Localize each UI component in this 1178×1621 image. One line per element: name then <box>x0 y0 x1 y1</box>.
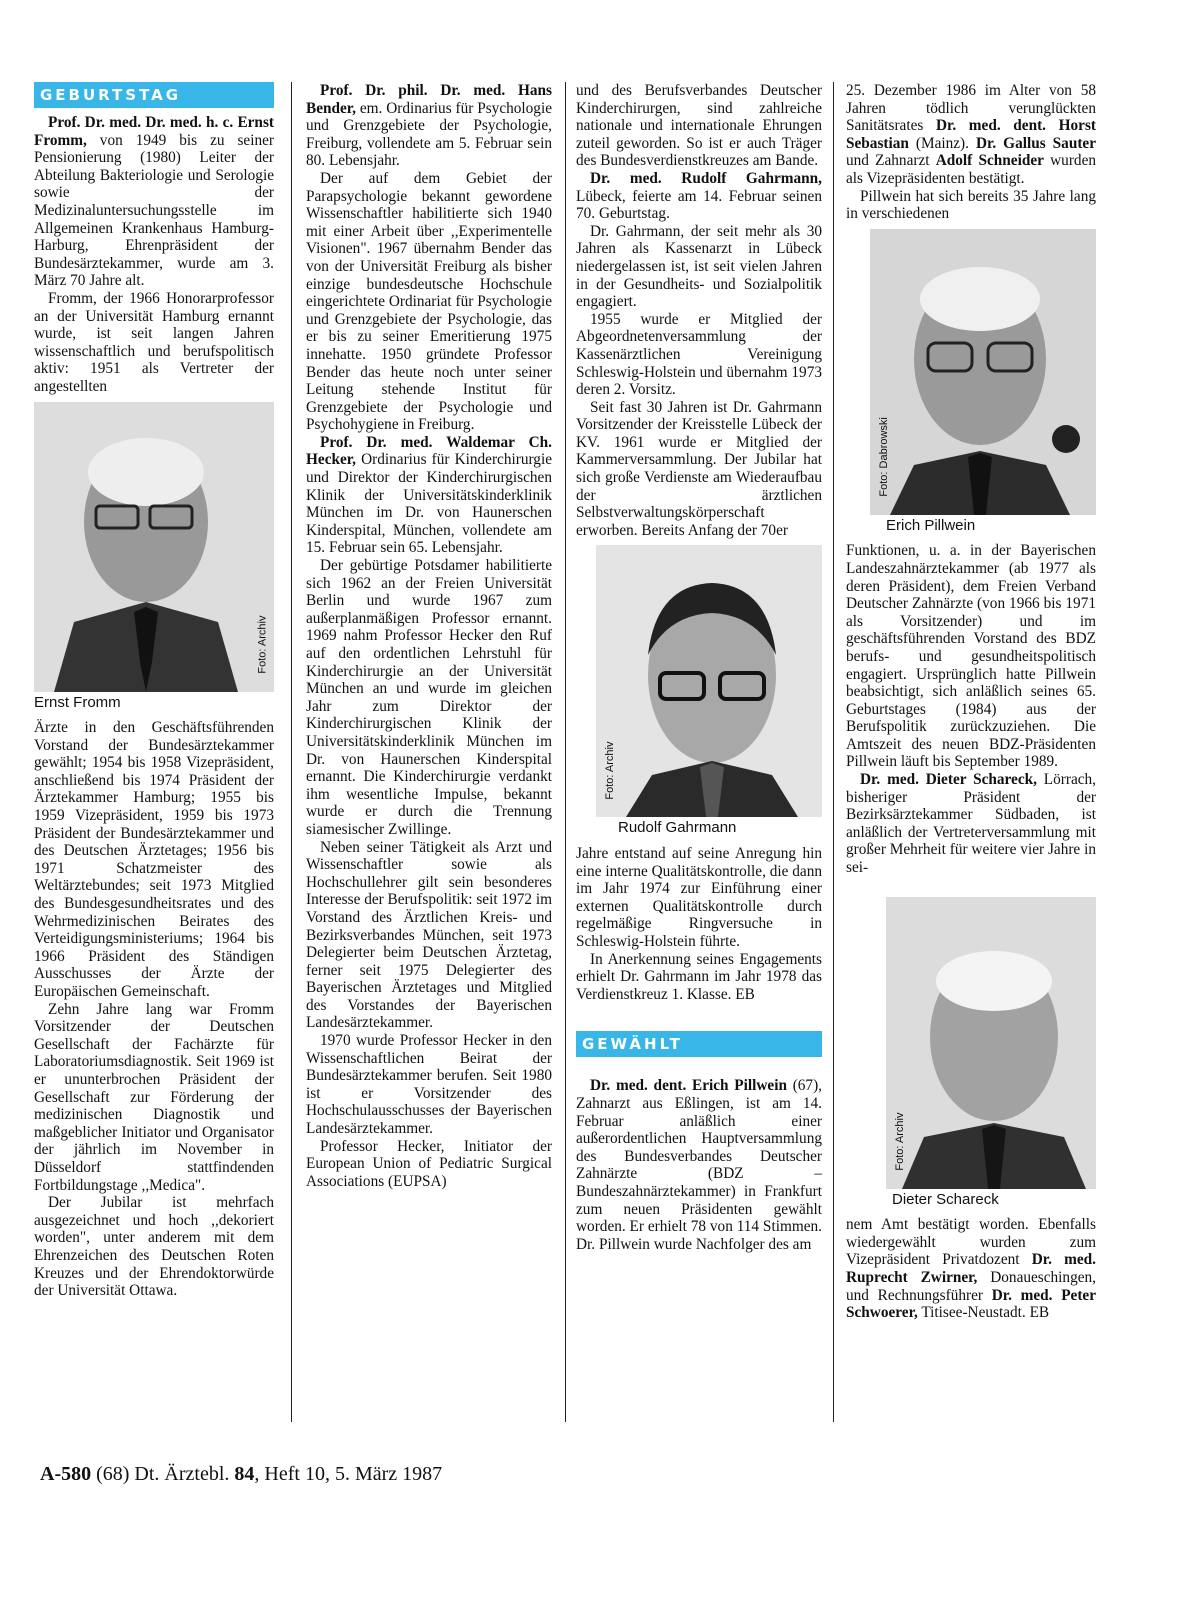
paragraph: Fromm, der 1966 Honorarprofessor an der Universität Hamburg ernannt wurde, ist seit langen Jahren wissenschaftlich und berufspolitisch aktiv: 1951 als Vertreter der angestellten <box>34 289 274 395</box>
article-bender-intro: Prof. Dr. phil. Dr. med. Hans Bender, em. Ordinarius für Psychologie und Grenzgebiete der Psychologie, Freiburg, vollendete am 5. Februar sein 80. Lebensjahr. <box>306 82 552 170</box>
paragraph: Jahre entstand auf seine Anregung hin eine interne Qualitätskontrolle, die dann im Jahr 1974 zur Einführung einer externen Qualitätskontrolle durch regelmäßige Ringversuche in Schleswig-Holstein führte. <box>576 845 822 950</box>
photo-caption: Dieter Schareck <box>892 1190 999 1208</box>
person-name: Dr. med. dent. Erich Pillwein <box>590 1077 787 1095</box>
page-number: A-580 <box>40 1463 92 1485</box>
column-4 <box>846 82 1096 1322</box>
paragraph: Funktionen, u. a. in der Bayerischen Landeszahnärztekammer (ab 1977 als deren Präsident), dem Freien Verband Deutscher Zahnärzte (von 1966 bis 1971 als Vorsitzender) und im geschäftsführenden Vorstand des BDZ berufs- und gesundheitspolitisch engagiert. Ursprünglich hatte Pillwein beabsichtigt, sich anläßlich seines 65. Geburtstages (1984) aus der Berufspolitik zurückzuziehen. Die Amtszeit des neuen BDZ-Präsidenten Pillwein läuft bis September 1989. <box>846 542 1096 771</box>
paragraph: Pillwein hat sich bereits 35 Jahre lang in verschiedenen <box>846 187 1096 223</box>
issue-info: (68) Dt. Ärztebl. <box>91 1463 235 1485</box>
photo-credit: Foto: Archiv <box>256 615 269 674</box>
paragraph: Neben seiner Tätigkeit als Arzt und Wissenschaftler sowie als Hochschullehrer gilt sein besonderes Interesse der Berufspolitik: seit 1972 im Vorstand des Ärztlichen Kreis- und Bezirksverbandes München, seit 1973 Delegierter beim Deutschen Ärztetag, ferner seit 1975 Delegierter des Bayerischen Ärztetages und Mitglied des Vorstandes der Bayerischen Landesärztekammer. <box>306 838 552 1032</box>
photo-caption: Erich Pillwein <box>886 516 976 534</box>
paragraph: 1955 wurde er Mitglied der Abgeordnetenversammlung der Kassenärztlichen Vereinigung Schleswig-Holstein und übernahm 1973 deren 2. Vorsitz. <box>576 310 822 399</box>
paragraph: Der gebürtige Potsdamer habilitierte sich 1962 an der Freien Universität Berlin und wurde 1967 zum außerplanmäßigen Professor ernannt. 1969 nahm Professor Hecker den Ruf auf den ordentlichen Lehrstuhl für Kinderchirurgie an der Universität München an und wurde im gleichen Jahr zum Direktor der Kinderchirurgischen Klinik der Universitätskinderklinik München im Dr. von Haunerschen Kinderspital ernannt. Die Kinderchirurgie verdankt ihm wesentliche Impulse, bekannt wurde er durch die Trennung siamesischer Zwillinge. <box>306 557 552 838</box>
photo-credit: Foto: Archiv <box>604 741 616 800</box>
column-divider <box>565 82 566 1422</box>
volume-number: 84 <box>234 1463 255 1485</box>
section-banner-geburtstag: GEBURTSTAG <box>34 82 274 108</box>
person-name: Prof. Dr. med. Dr. med. h. c. Ernst Fromm, <box>34 114 274 149</box>
column-2 <box>306 82 552 1190</box>
person-name: Dr. Gallus Sauter <box>975 134 1096 152</box>
article-hecker-intro: Prof. Dr. med. Waldemar Ch. Hecker, Ordinarius für Kinderchirurgie und Direktor der Kinderchirurgischen Klinik der Universitätskinderklinik München im Dr. von Haunerschen Kinderspital, München, vollendete am 15. Februar sein 65. Lebensjahr. <box>306 433 552 557</box>
paragraph: nem Amt bestätigt worden. Ebenfalls wiedergewählt wurden zum Vizepräsident Privatdozent Dr. med. Ruprecht Zwirner, Donaueschingen, und Rechnungsführer Dr. med. Peter Schwoerer, Titisee-Neustadt. EB <box>846 1216 1096 1322</box>
photo-ernst-fromm <box>34 402 274 692</box>
person-name: Dr. med. Dieter Schareck, <box>860 771 1037 789</box>
photo-erich-pillwein <box>870 229 1096 515</box>
paragraph: Dr. Gahrmann, der seit mehr als 30 Jahren als Kassenarzt in Lübeck niedergelassen ist, ist seit vielen Jahren in der Gesundheits- und Sozialpolitik engagiert. <box>576 222 822 311</box>
paragraph: In Anerkennung seines Engagements erhielt Dr. Gahrmann im Jahr 1978 das Verdienstkreuz 1. Klasse. EB <box>576 950 822 1003</box>
column-divider <box>291 82 292 1422</box>
person-name: Dr. med. Rudolf Gahrmann, <box>590 169 822 187</box>
photo-caption: Rudolf Gahrmann <box>618 819 737 837</box>
person-name: Prof. Dr. phil. Dr. med. Hans Bender, <box>306 82 552 117</box>
page-footer <box>40 1463 442 1486</box>
paragraph: Der Jubilar ist mehrfach ausgezeichnet und hoch ,,dekoriert worden", unter anderem mit dem Ehrenzeichen des Deutschen Roten Kreuzes und der Ehrendoktorwürde der Universität Ottawa. <box>34 1194 274 1300</box>
column-divider <box>833 82 834 1422</box>
paragraph: Der auf dem Gebiet der Parapsychologie bekannt gewordene Wissenschaftler habilitierte sich 1940 mit einer Arbeit über ,,Experimentelle Visionen". 1967 übernahm Bender das von der Universität Freiburg als bisher einzige bundesdeutsche Hochschule eingerichtete Ordinariat für Psychologie und Grenzgebiete der Psychologie, das er bis zu seiner Emeritierung 1975 innehatte. 1950 gründete Professor Bender das heute noch unter seiner Leitung stehende Institut für Grenzgebiete der Psychologie und Psychohygiene in Freiburg. <box>306 169 552 434</box>
photo-credit: Foto: Dabrowski <box>878 417 890 497</box>
paragraph: 1970 wurde Professor Hecker in den Wissenschaftlichen Beirat der Bundesärztekammer berufen. Seit 1980 ist er Vorsitzender des Hochschulausschusses der Bayerischen Landesärztekammer. <box>306 1032 552 1138</box>
person-name: Adolf Schneider <box>935 152 1044 170</box>
person-name: Dr. med. Peter Schwoerer, <box>846 1286 1096 1322</box>
article-fromm-intro: Prof. Dr. med. Dr. med. h. c. Ernst Fromm, von 1949 bis zu seiner Pensionierung (1980) Leiter der Abteilung Bakteriologie und Serologie sowie der Medizinaluntersuchungsstelle im Allgemeinen Krankenhaus Hamburg-Harburg, Ehrenpräsident der Bundesärztekammer, wurde am 3. März 70 Jahre alt. <box>34 114 274 290</box>
person-name: Prof. Dr. med. Waldemar Ch. Hecker, <box>306 433 552 469</box>
paragraph: und des Berufsverbandes Deutscher Kinderchirurgen, sind zahlreiche nationale und internationale Ehrungen zuteil geworden. So ist er auch Träger des Bundesverdienstkreuzes am Bande. <box>576 82 822 170</box>
paragraph: Professor Hecker, Initiator der European Union of Pediatric Surgical Associations (EUPSA) <box>306 1137 552 1190</box>
photo-caption: Ernst Fromm <box>34 693 121 711</box>
article-schareck-intro: Dr. med. Dieter Schareck, Lörrach, bisheriger Präsident der Bezirksärztekammer Südbaden, ist anläßlich der Vertreterversammlung mit großer Mehrheit für weitere vier Jahre in sei- <box>846 771 1097 877</box>
issue-date: , Heft 10, 5. März 1987 <box>254 1463 443 1485</box>
column-1 <box>34 82 274 1300</box>
paragraph: Seit fast 30 Jahren ist Dr. Gahrmann Vorsitzender der Kreisstelle Lübeck der KV. 1961 wurde er Mitglied der Kammerversammlung. Der Jubilar hat sich große Verdienste am Wiederaufbau der ärztlichen Selbstverwaltungskörperschaft erworben. Bereits Anfang der 70er <box>576 398 822 539</box>
article-pillwein-intro: Dr. med. dent. Erich Pillwein (67), Zahnarzt aus Eßlingen, ist am 14. Februar anläßlich einer außerordentlichen Hauptversammlung des Bundesverbandes Deutscher Zahnärzte (BDZ – Bundeszahnärztekammer) in Frankfurt zum neuen Präsidenten gewählt worden. Er erhielt 78 von 114 Stimmen. Dr. Pillwein wurde Nachfolger des am <box>576 1077 822 1253</box>
article-gahrmann-intro: Dr. med. Rudolf Gahrmann, Lübeck, feierte am 14. Februar seinen 70. Geburtstag. <box>576 169 822 223</box>
photo-credit: Foto: Archiv <box>894 1112 906 1171</box>
paragraph: Zehn Jahre lang war Fromm Vorsitzender der Deutschen Gesellschaft der Fachärzte für Laboratoriumsdiagnostik. Seit 1969 ist er ununterbrochen Präsident der Gesellschaft zur Förderung der medizinischen Diagnostik und maßgeblicher Initiator und Organisator der jährlich im November in Düsseldorf stattfindenden Fortbildungstage ,,Medica". <box>34 1000 274 1194</box>
paragraph: Ärzte in den Geschäftsführenden Vorstand der Bundesärztekammer gewählt; 1954 bis 1958 Vizepräsident, anschließend bis 1974 Präsident der Ärztekammer Hamburg; 1955 bis 1959 Vizepräsident, 1959 bis 1973 Präsident der Bundesärztekammer und des Deutschen Ärztetages; 1956 bis 1971 Schatzmeister des Weltärztebundes; seit 1973 Mitglied des Bundesgesundheitsrates und des Wehrmedizinischen Beirates des Verteidigungsministeriums; 1964 bis 1966 Präsident des Ständigen Ausschusses der Ärzte der Europäischen Gemeinschaft. <box>34 719 274 1000</box>
person-name: Dr. med. Ruprecht Zwirner, <box>846 1251 1096 1286</box>
paragraph: 25. Dezember 1986 im Alter von 58 Jahren tödlich verunglückten Sanitätsrates Dr. med. dent. Horst Sebastian (Mainz). Dr. Gallus Sauter und Zahnarzt Adolf Schneider wurden als Vizepräsidenten bestätigt. <box>846 82 1097 187</box>
column-3 <box>576 82 822 1253</box>
person-name: Dr. med. dent. Horst Sebastian <box>846 117 1097 152</box>
section-banner-gewaehlt: GEWÄHLT <box>576 1031 822 1057</box>
photo-dieter-schareck <box>886 897 1096 1189</box>
photo-rudolf-gahrmann <box>596 545 822 817</box>
